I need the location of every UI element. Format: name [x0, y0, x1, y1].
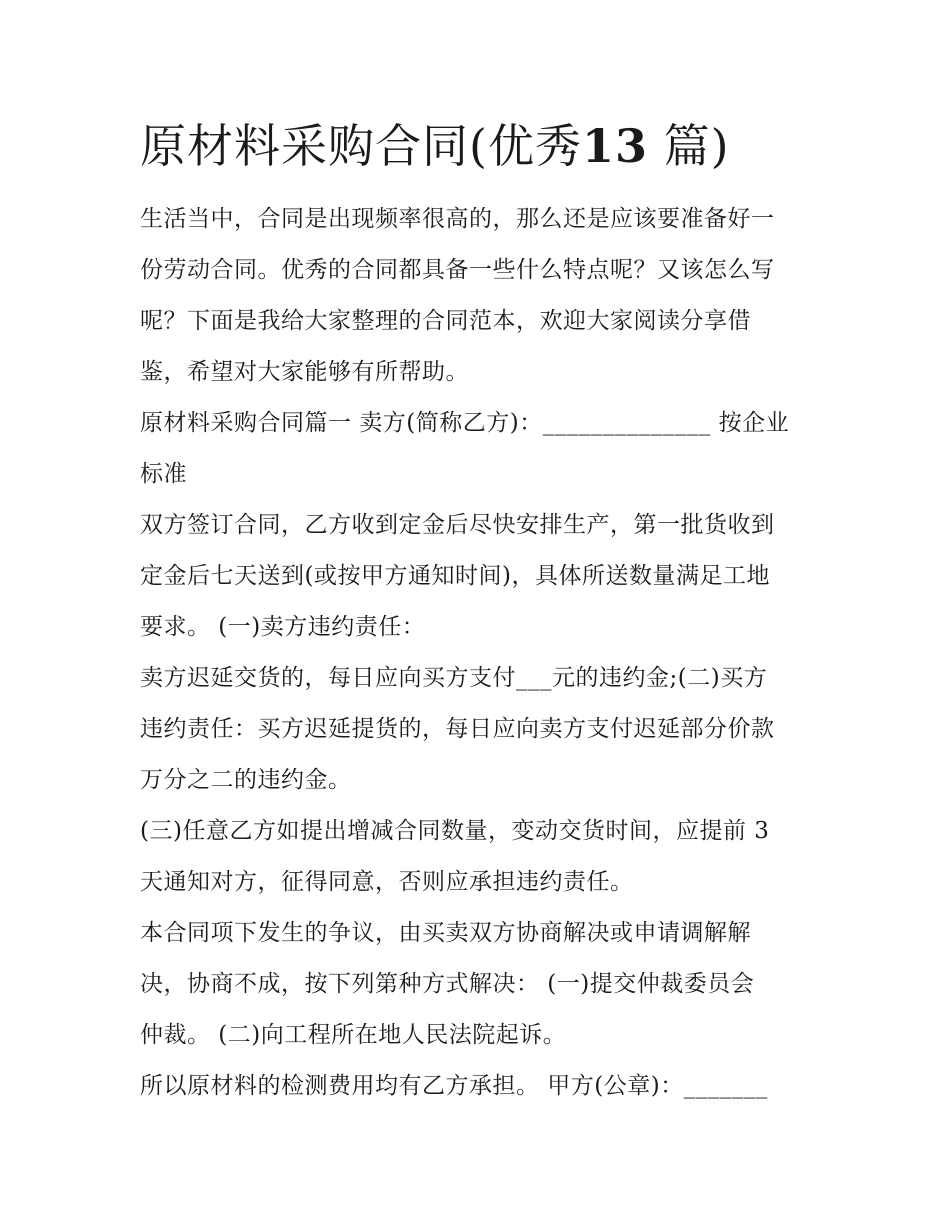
text-line: 本合同项下发生的争议，由买卖双方协商解决或申请调解解 — [140, 920, 751, 946]
text-line: 卖方迟延交货的，每日应向买方支付___元的违约金;(二)买方 — [140, 665, 768, 691]
text-line: 决，协商不成，按下列第种方式解决： (一)提交仲裁委员会 — [140, 971, 755, 997]
text-line: 要求。 (一)卖方违约责任： — [140, 614, 426, 640]
text-line: 定金后七天送到(或按甲方通知时间)，具体所送数量满足工地 — [140, 563, 770, 589]
text-line: (三)任意乙方如提出增减合同数量，变动交货时间，应提前 3 — [140, 818, 770, 844]
text-line: 违约责任：买方迟延提货的，每日应向卖方支付迟延部分价款 — [140, 716, 775, 742]
text-line: 鉴，希望对大家能够有所帮助。 — [140, 359, 469, 385]
title-end: 篇) — [663, 119, 730, 173]
text-line: 标准 — [140, 461, 187, 487]
text-line: 生活当中，合同是出现频率很高的，那么还是应该要准备好一 — [140, 206, 775, 232]
title-main: 原材料采购合同(优秀 — [140, 119, 582, 173]
text-line: 双方签订合同，乙方收到定金后尽快安排生产，第一批货收到 — [140, 512, 775, 538]
text-line: 万分之二的违约金。 — [140, 767, 352, 793]
text-line: 天通知对方，征得同意，否则应承担违约责任。 — [140, 869, 634, 895]
text-line: 所以原材料的检测费用均有乙方承担。 甲方(公章)：_______ — [140, 1073, 768, 1099]
page-title — [140, 112, 840, 180]
title-number: 13 — [581, 119, 648, 173]
document-body — [140, 194, 820, 1112]
text-line: 原材料采购合同篇一 卖方(简称乙方)：______________ 按企业 — [140, 410, 790, 436]
text-line: 仲裁。 (二)向工程所在地人民法院起诉。 — [140, 1022, 567, 1048]
text-line: 呢？下面是我给大家整理的合同范本，欢迎大家阅读分享借 — [140, 308, 751, 334]
text-line: 份劳动合同。优秀的合同都具备一些什么特点呢？又该怎么写 — [140, 257, 775, 283]
